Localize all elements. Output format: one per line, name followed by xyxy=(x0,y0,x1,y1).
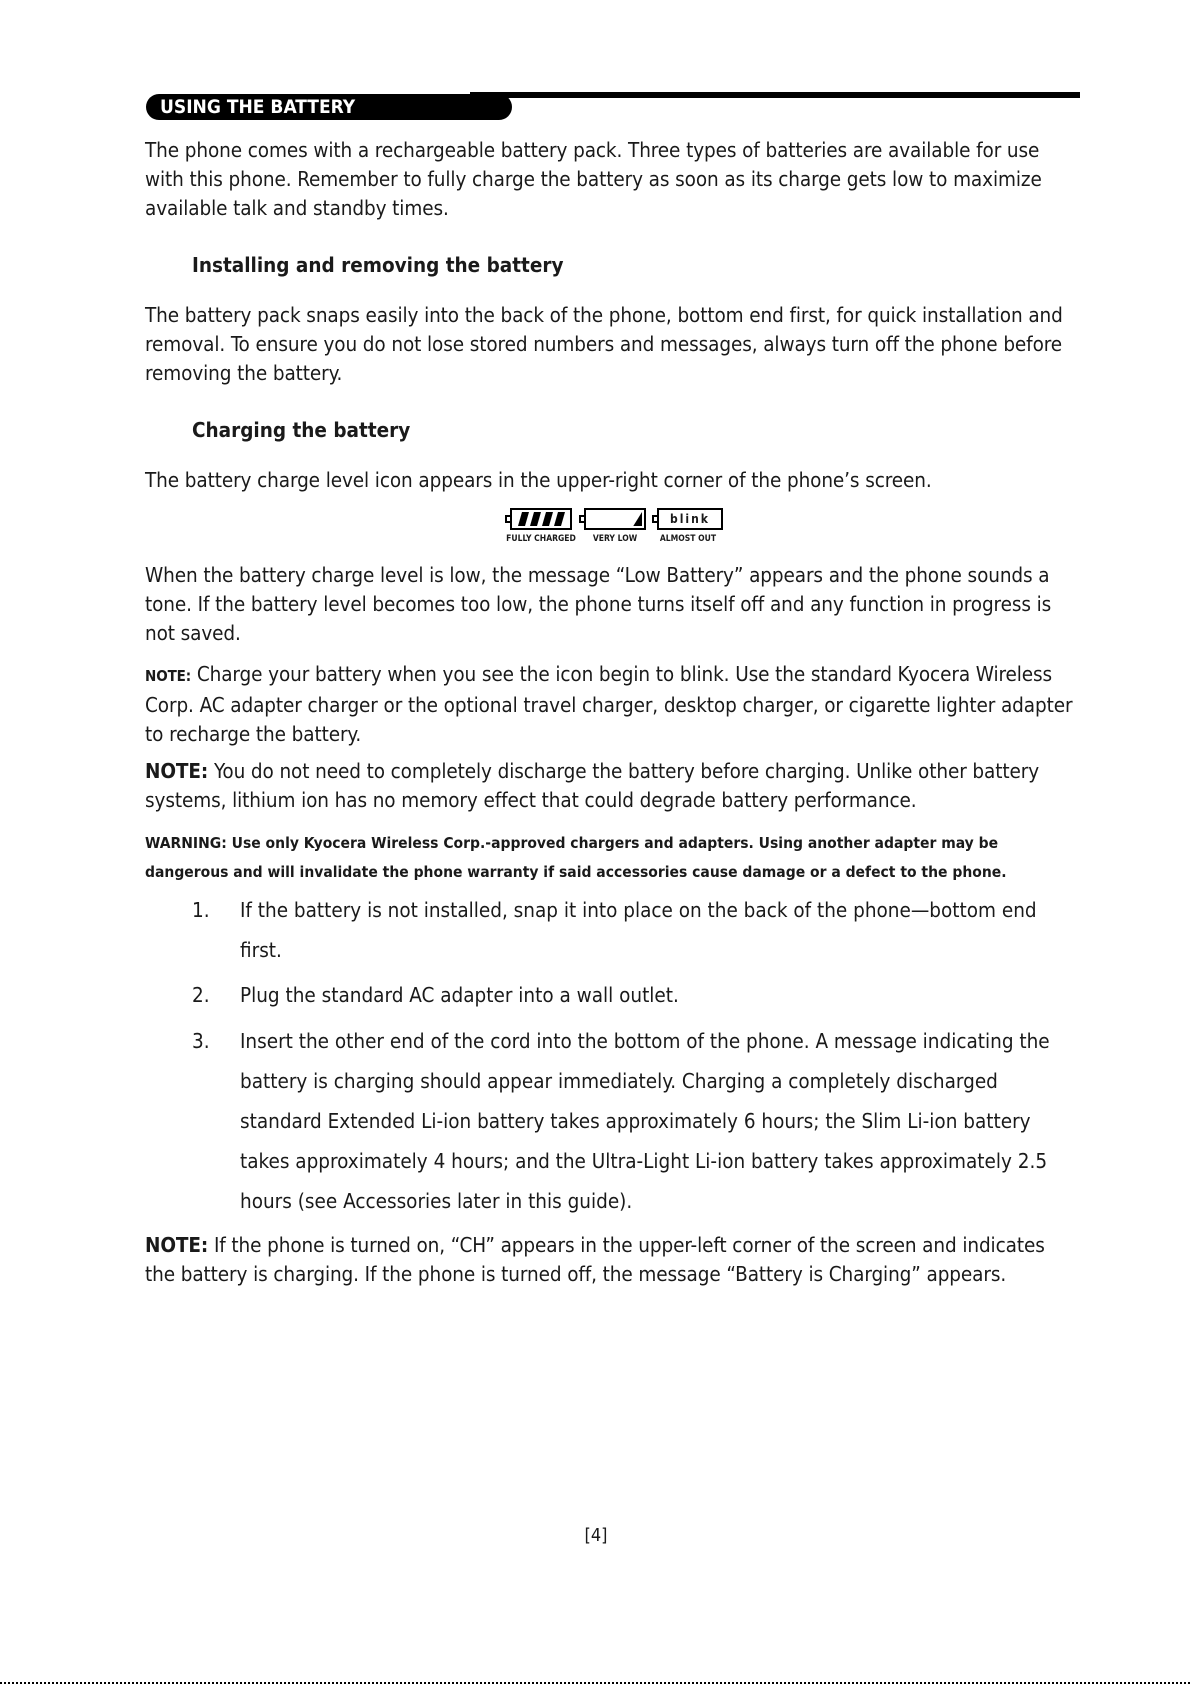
step-text: Plug the standard AC adapter into a wall outlet. xyxy=(240,983,679,1007)
intro-paragraph: The phone comes with a rechargeable battery pack. Three types of batteries are available for use with this phone. Remember to fully charge the battery as soon as its charge gets low to maximize available talk and standby times. xyxy=(145,138,1042,220)
section-title: USING THE BATTERY xyxy=(160,96,356,118)
note-charge-paragraph xyxy=(145,660,1080,749)
charging-heading: Charging the battery xyxy=(192,418,411,442)
battery-blink-text: blink xyxy=(670,512,710,526)
battery-very-low-caption: VERY LOW xyxy=(592,534,638,544)
warning-paragraph: WARNING: Use only Kyocera Wireless Corp.-approved chargers and adapters. Using another adapter may be dangerous and will invalidate the phone warranty if said accessories cause damage or a defect to the phone. xyxy=(145,834,1007,881)
battery-very-low-bar xyxy=(586,510,644,528)
note-text: You do not need to completely discharge the battery before charging. Unlike other battery systems, lithium ion has no memory effect that could degrade battery performance. xyxy=(145,759,1040,812)
section-header-rule xyxy=(470,92,1080,98)
step-text: If the battery is not installed, snap it into place on the back of the phone—bottom end first. xyxy=(240,898,1037,962)
battery-charge-bar xyxy=(530,512,541,526)
note-discharge-paragraph xyxy=(145,757,1080,815)
note-label: NOTE: xyxy=(145,667,192,685)
battery-full-caption: FULLY CHARGED xyxy=(506,534,576,544)
step-item xyxy=(145,975,1080,1015)
battery-charge-bar xyxy=(633,512,642,526)
battery-almost-out-caption: ALMOST OUT xyxy=(659,534,717,544)
page-number: [4] xyxy=(584,1525,608,1546)
note-text: Charge your battery when you see the icon begin to blink. Use the standard Kyocera Wireless Corp. AC adapter charger or the optional travel charger, desktop charger, or cigarette lighter adapter to recharge the battery. xyxy=(145,662,1073,746)
note-label: NOTE: xyxy=(145,1233,209,1257)
battery-full-bars xyxy=(512,510,570,528)
battery-icons-figure xyxy=(508,508,728,548)
page-bottom-edge xyxy=(0,1682,1192,1684)
note-text: If the phone is turned on, “CH” appears in the upper-left corner of the screen and indicates the battery is charging. If the phone is turned off, the message “Battery is Charging” appears. xyxy=(145,1233,1045,1286)
step-number: 2. xyxy=(192,983,210,1007)
step-item xyxy=(145,1021,1080,1221)
battery-full-icon xyxy=(510,508,572,530)
step-text: Insert the other end of the cord into the bottom of the phone. A message indicating the battery is charging should appear immediately. Charging a completely discharged standard Extended Li-ion battery takes approximately 6 hours; the Slim Li-ion battery takes approximately 4 hours; and the Ultra-Light Li-ion battery takes approximately 2.5 hours (see Accessories later in this guide). xyxy=(240,1029,1050,1213)
step-item xyxy=(145,890,1080,970)
note-label: NOTE: xyxy=(145,759,209,783)
low-battery-paragraph: When the battery charge level is low, the message “Low Battery” appears and the phone sounds a tone. If the battery level becomes too low, the phone turns itself off and any function in progress is not saved. xyxy=(145,563,1052,645)
battery-very-low-icon xyxy=(584,508,646,530)
step-number: 1. xyxy=(192,898,210,922)
note-ch-paragraph xyxy=(145,1231,1080,1289)
install-heading: Installing and removing the battery xyxy=(192,253,564,277)
battery-charge-bar xyxy=(518,512,529,526)
step-number: 3. xyxy=(192,1029,210,1053)
battery-charge-bar xyxy=(554,512,565,526)
battery-almost-out-icon xyxy=(657,508,723,530)
charging-paragraph: The battery charge level icon appears in the upper-right corner of the phone’s screen. xyxy=(145,468,932,492)
battery-charge-bar xyxy=(542,512,553,526)
install-paragraph: The battery pack snaps easily into the back of the phone, bottom end first, for quick installation and removal. To ensure you do not lose stored numbers and messages, always turn off the phone before removing the battery. xyxy=(145,303,1063,385)
